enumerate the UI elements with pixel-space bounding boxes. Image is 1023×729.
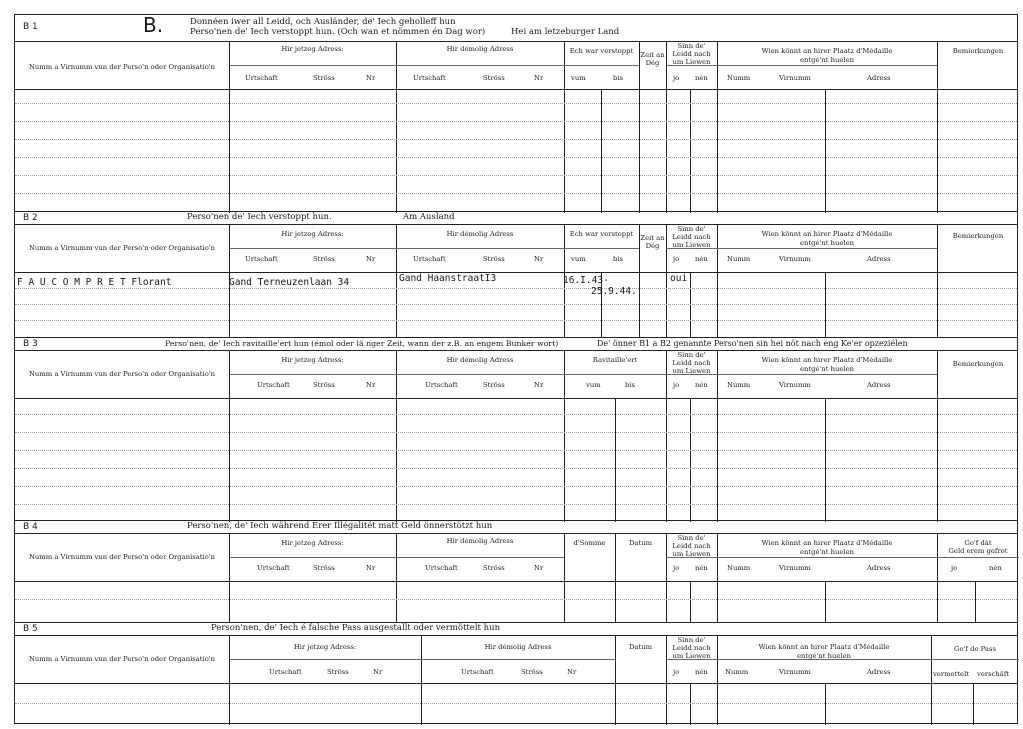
section-b2-title: Perso'nen de' Iech verstoppt hun. [187, 212, 332, 222]
header-nr: Nr [373, 668, 383, 676]
header-no: nén [989, 564, 1002, 572]
header-virnumm: Virnumm [779, 564, 811, 572]
header-town: Urtschaft [245, 255, 278, 263]
header-hid: Ech war verstoppt [569, 230, 634, 238]
header-alive-2: Leidd nach [672, 644, 711, 652]
entry-hid-from: 16.I.43- [563, 275, 609, 286]
header-street: Ströss [327, 668, 349, 676]
entry-former-address: Gand HaanstraatI3 [399, 273, 497, 284]
header-alive-2: Leidd nach [672, 542, 711, 550]
header-adress: Adress [867, 381, 891, 389]
header-town: Urtschaft [413, 74, 446, 82]
header-alive-1: Sinn de' [677, 636, 706, 644]
header-alive-1: Sinn de' [677, 351, 706, 359]
entry-hid-to: 25.9.44. [591, 286, 637, 297]
header-yes: jo [673, 564, 680, 572]
section-b5-body [15, 683, 1017, 725]
header-virnumm: Virnumm [779, 381, 811, 389]
header-hid: Ech war verstoppt [569, 47, 634, 55]
header-name: Numm a Virnumm vun der Perso'n oder Organisatio'n [28, 370, 216, 378]
header-town: Urtschaft [257, 381, 290, 389]
header-yes: jo [673, 668, 680, 676]
header-passport: Go'f de Pass [954, 645, 996, 653]
header-from: vum [571, 74, 586, 82]
header-street: Ströss [483, 74, 505, 82]
header-street: Ströss [313, 74, 335, 82]
entry-alive: oui [670, 273, 688, 284]
header-pass-issued: vermettelt [933, 670, 969, 678]
header-current-address: Hir jetzeg Adress: [281, 356, 344, 364]
section-b2-body [15, 272, 1017, 337]
section-b5-title: Person'nen, de' Iech é falsche Pass ausgestallt oder vermöttelt hun [211, 623, 501, 633]
header-to: bis [613, 255, 624, 263]
header-remarks: Bemierkungen [952, 232, 1004, 240]
header-adress: Adress [867, 564, 891, 572]
header-street: Ströss [313, 564, 335, 572]
header-to: bis [625, 381, 636, 389]
section-b3-title-b: De' önner B1 a B2 genannte Perso'nen sin hei nöt nach eng Ke'er opzeziélen [597, 339, 908, 348]
header-former-address: Hir démolig Adress [446, 230, 514, 238]
header-alive-1: Sinn de' [677, 42, 706, 50]
header-medal-2: entgé'nt huelen [800, 548, 854, 556]
header-date: Datum [628, 643, 653, 651]
section-b3-bar [15, 337, 1017, 351]
header-time: Zeit an Dég [640, 51, 665, 67]
header-medal-1: Wien könnt an hirer Plaatz d'Médaille [761, 230, 893, 238]
header-street: Ströss [313, 255, 335, 263]
header-from: vum [571, 255, 586, 263]
header-town: Urtschaft [425, 381, 458, 389]
header-street: Ströss [483, 255, 505, 263]
section-b3-title: Perso'nen, de' Iech ravitaille'ert hun (émol oder lä nger Zeit, wann der z.B. an engem Bunker wort) [165, 339, 559, 348]
section-b2-bar [15, 211, 1017, 225]
section-b3 [15, 337, 1017, 522]
section-b2-header [15, 224, 1017, 273]
header-sum: d'Somme [573, 539, 606, 547]
header-adress: Adress [867, 668, 891, 676]
section-b3-body [15, 398, 1017, 522]
header-nr: Nr [366, 74, 376, 82]
header-town: Urtschaft [413, 255, 446, 263]
section-b2-title-b: Am Ausland [403, 212, 455, 222]
header-no: nén [695, 668, 708, 676]
header-supplied: Ravitaille'ert [592, 356, 638, 364]
header-nr: Nr [366, 381, 376, 389]
section-b4-body [15, 581, 1017, 622]
header-alive-3: um Liewen [672, 241, 711, 249]
header-nr: Nr [366, 255, 376, 263]
header-medal-2: entgé'nt huelen [797, 652, 851, 660]
header-alive-3: um Liewen [672, 367, 711, 375]
section-b4 [15, 520, 1017, 622]
header-former-address: Hir démolig Adress [446, 356, 514, 364]
header-nr: Nr [534, 381, 544, 389]
header-former-address: Hir démolig Adress [446, 537, 514, 545]
header-current-address: Hir jetzeg Adress: [281, 230, 344, 238]
header-from: vum [586, 381, 601, 389]
header-money-reclaimed-1: Go'f dät [964, 539, 992, 547]
section-b1-title-2: Perso'nen de' Iech verstoppt hun. (Och wan et nömmen én Dag wor) [190, 27, 486, 37]
header-virnumm: Virnumm [779, 74, 811, 82]
header-no: nén [695, 564, 708, 572]
section-b5-header [15, 635, 1017, 684]
section-b1 [15, 15, 1017, 213]
header-nr: Nr [534, 255, 544, 263]
header-numm: Numm [727, 564, 751, 572]
header-alive-2: Leidd nach [672, 359, 711, 367]
header-date: Datum [628, 539, 653, 547]
header-medal-2: entgé'nt huelen [800, 56, 854, 64]
header-adress: Adress [867, 255, 891, 263]
header-no: nén [695, 255, 708, 263]
header-nr: Nr [534, 74, 544, 82]
header-alive-1: Sinn de' [677, 534, 706, 542]
header-current-address: Hir jetzeg Adress: [281, 45, 344, 53]
section-b5 [15, 622, 1017, 725]
entry-current-address: Gand Terneuzenlaan 34 [229, 277, 350, 288]
header-yes: jo [673, 381, 680, 389]
header-no: nén [695, 74, 708, 82]
section-b1-body [15, 89, 1017, 213]
header-numm: Numm [727, 381, 751, 389]
header-numm: Numm [725, 668, 749, 676]
header-street: Ströss [313, 381, 335, 389]
section-b5-label: B 5 [23, 624, 38, 634]
section-b4-label: B 4 [23, 522, 38, 532]
header-nr: Nr [567, 668, 577, 676]
header-current-address: Hir jetzeg Adress: [293, 643, 357, 651]
header-town: Urtschaft [269, 668, 302, 676]
header-remarks: Bemierkungen [952, 360, 1004, 368]
header-former-address: Hir démolig Adress [484, 643, 552, 651]
section-b3-header [15, 350, 1017, 399]
header-virnumm: Virnumm [779, 255, 811, 263]
section-b5-bar [15, 622, 1017, 636]
header-current-address: Hir jetzeg Adress: [281, 539, 344, 547]
header-to: bis [613, 74, 624, 82]
header-nr: Nr [366, 564, 376, 572]
section-b1-title-1: Donnéen iwer all Leidd, och Ausländer, de' Iech geholleff hun [190, 17, 456, 27]
header-name: Numm a Virnumm vun der Perso'n oder Organisatio'n [28, 655, 216, 663]
section-b1-label: B 1 [23, 22, 38, 32]
header-medal-1: Wien könnt an hirer Plaatz d'Médaille [761, 539, 893, 547]
header-nr: Nr [534, 564, 544, 572]
header-alive-1: Sinn de' [677, 225, 706, 233]
section-b1-header [15, 41, 1017, 90]
section-b1-title-3: Hei am letzeburger Land [511, 27, 620, 37]
header-medal-2: entgé'nt huelen [800, 239, 854, 247]
header-virnumm: Virnumm [779, 668, 811, 676]
header-name: Numm a Virnumm vun der Perso'n oder Organisatio'n [28, 553, 216, 561]
header-street: Ströss [483, 381, 505, 389]
form-sheet [14, 14, 1018, 724]
header-yes: jo [673, 74, 680, 82]
section-b2 [15, 211, 1017, 337]
section-b1-bar [15, 15, 1017, 42]
header-remarks: Bemierkungen [952, 47, 1004, 55]
header-town: Urtschaft [257, 564, 290, 572]
header-money-reclaimed-2: Geld erem gefrot [948, 547, 1008, 555]
header-alive-3: um Liewen [672, 652, 711, 660]
header-medal-1: Wien könnt an hirer Plaatz d'Médaille [761, 356, 893, 364]
header-medal-1: Wien könnt an hirer Plaatz d'Médaille [758, 643, 890, 651]
header-street: Ströss [521, 668, 543, 676]
header-time: Zeit an Dég [640, 234, 665, 250]
section-b3-label: B 3 [23, 339, 38, 349]
header-adress: Adress [867, 74, 891, 82]
header-town: Urtschaft [461, 668, 494, 676]
header-alive-3: um Liewen [672, 58, 711, 66]
header-numm: Numm [727, 74, 751, 82]
header-name: Numm a Virnumm vun der Perso'n oder Organisatio'n [28, 63, 216, 71]
header-former-address: Hir démolig Adress [446, 45, 514, 53]
section-b-letter: B. [143, 13, 164, 37]
header-pass-made: verschäft [977, 670, 1010, 678]
header-medal-2: entgé'nt huelen [800, 365, 854, 373]
header-yes: jo [951, 564, 958, 572]
entry-name: F A U C O M P R E T Florant [17, 277, 172, 288]
header-no: nén [695, 381, 708, 389]
section-b4-header [15, 533, 1017, 582]
section-b4-title: Perso'nen, de' Iech während Erer Illégalitét matt Geld önnerstötzt hun [187, 521, 493, 531]
header-alive-2: Leidd nach [672, 50, 711, 58]
header-name: Numm a Virnumm vun der Perso'n oder Organisatio'n [28, 244, 216, 252]
header-town: Urtschaft [425, 564, 458, 572]
header-yes: jo [673, 255, 680, 263]
header-street: Ströss [483, 564, 505, 572]
header-town: Urtschaft [245, 74, 278, 82]
section-b4-bar [15, 520, 1017, 534]
header-medal-1: Wien könnt an hirer Plaatz d'Médaille [761, 47, 893, 55]
header-alive-2: Leidd nach [672, 233, 711, 241]
header-numm: Numm [727, 255, 751, 263]
section-b2-label: B 2 [23, 213, 38, 223]
header-alive-3: um Liewen [672, 550, 711, 558]
